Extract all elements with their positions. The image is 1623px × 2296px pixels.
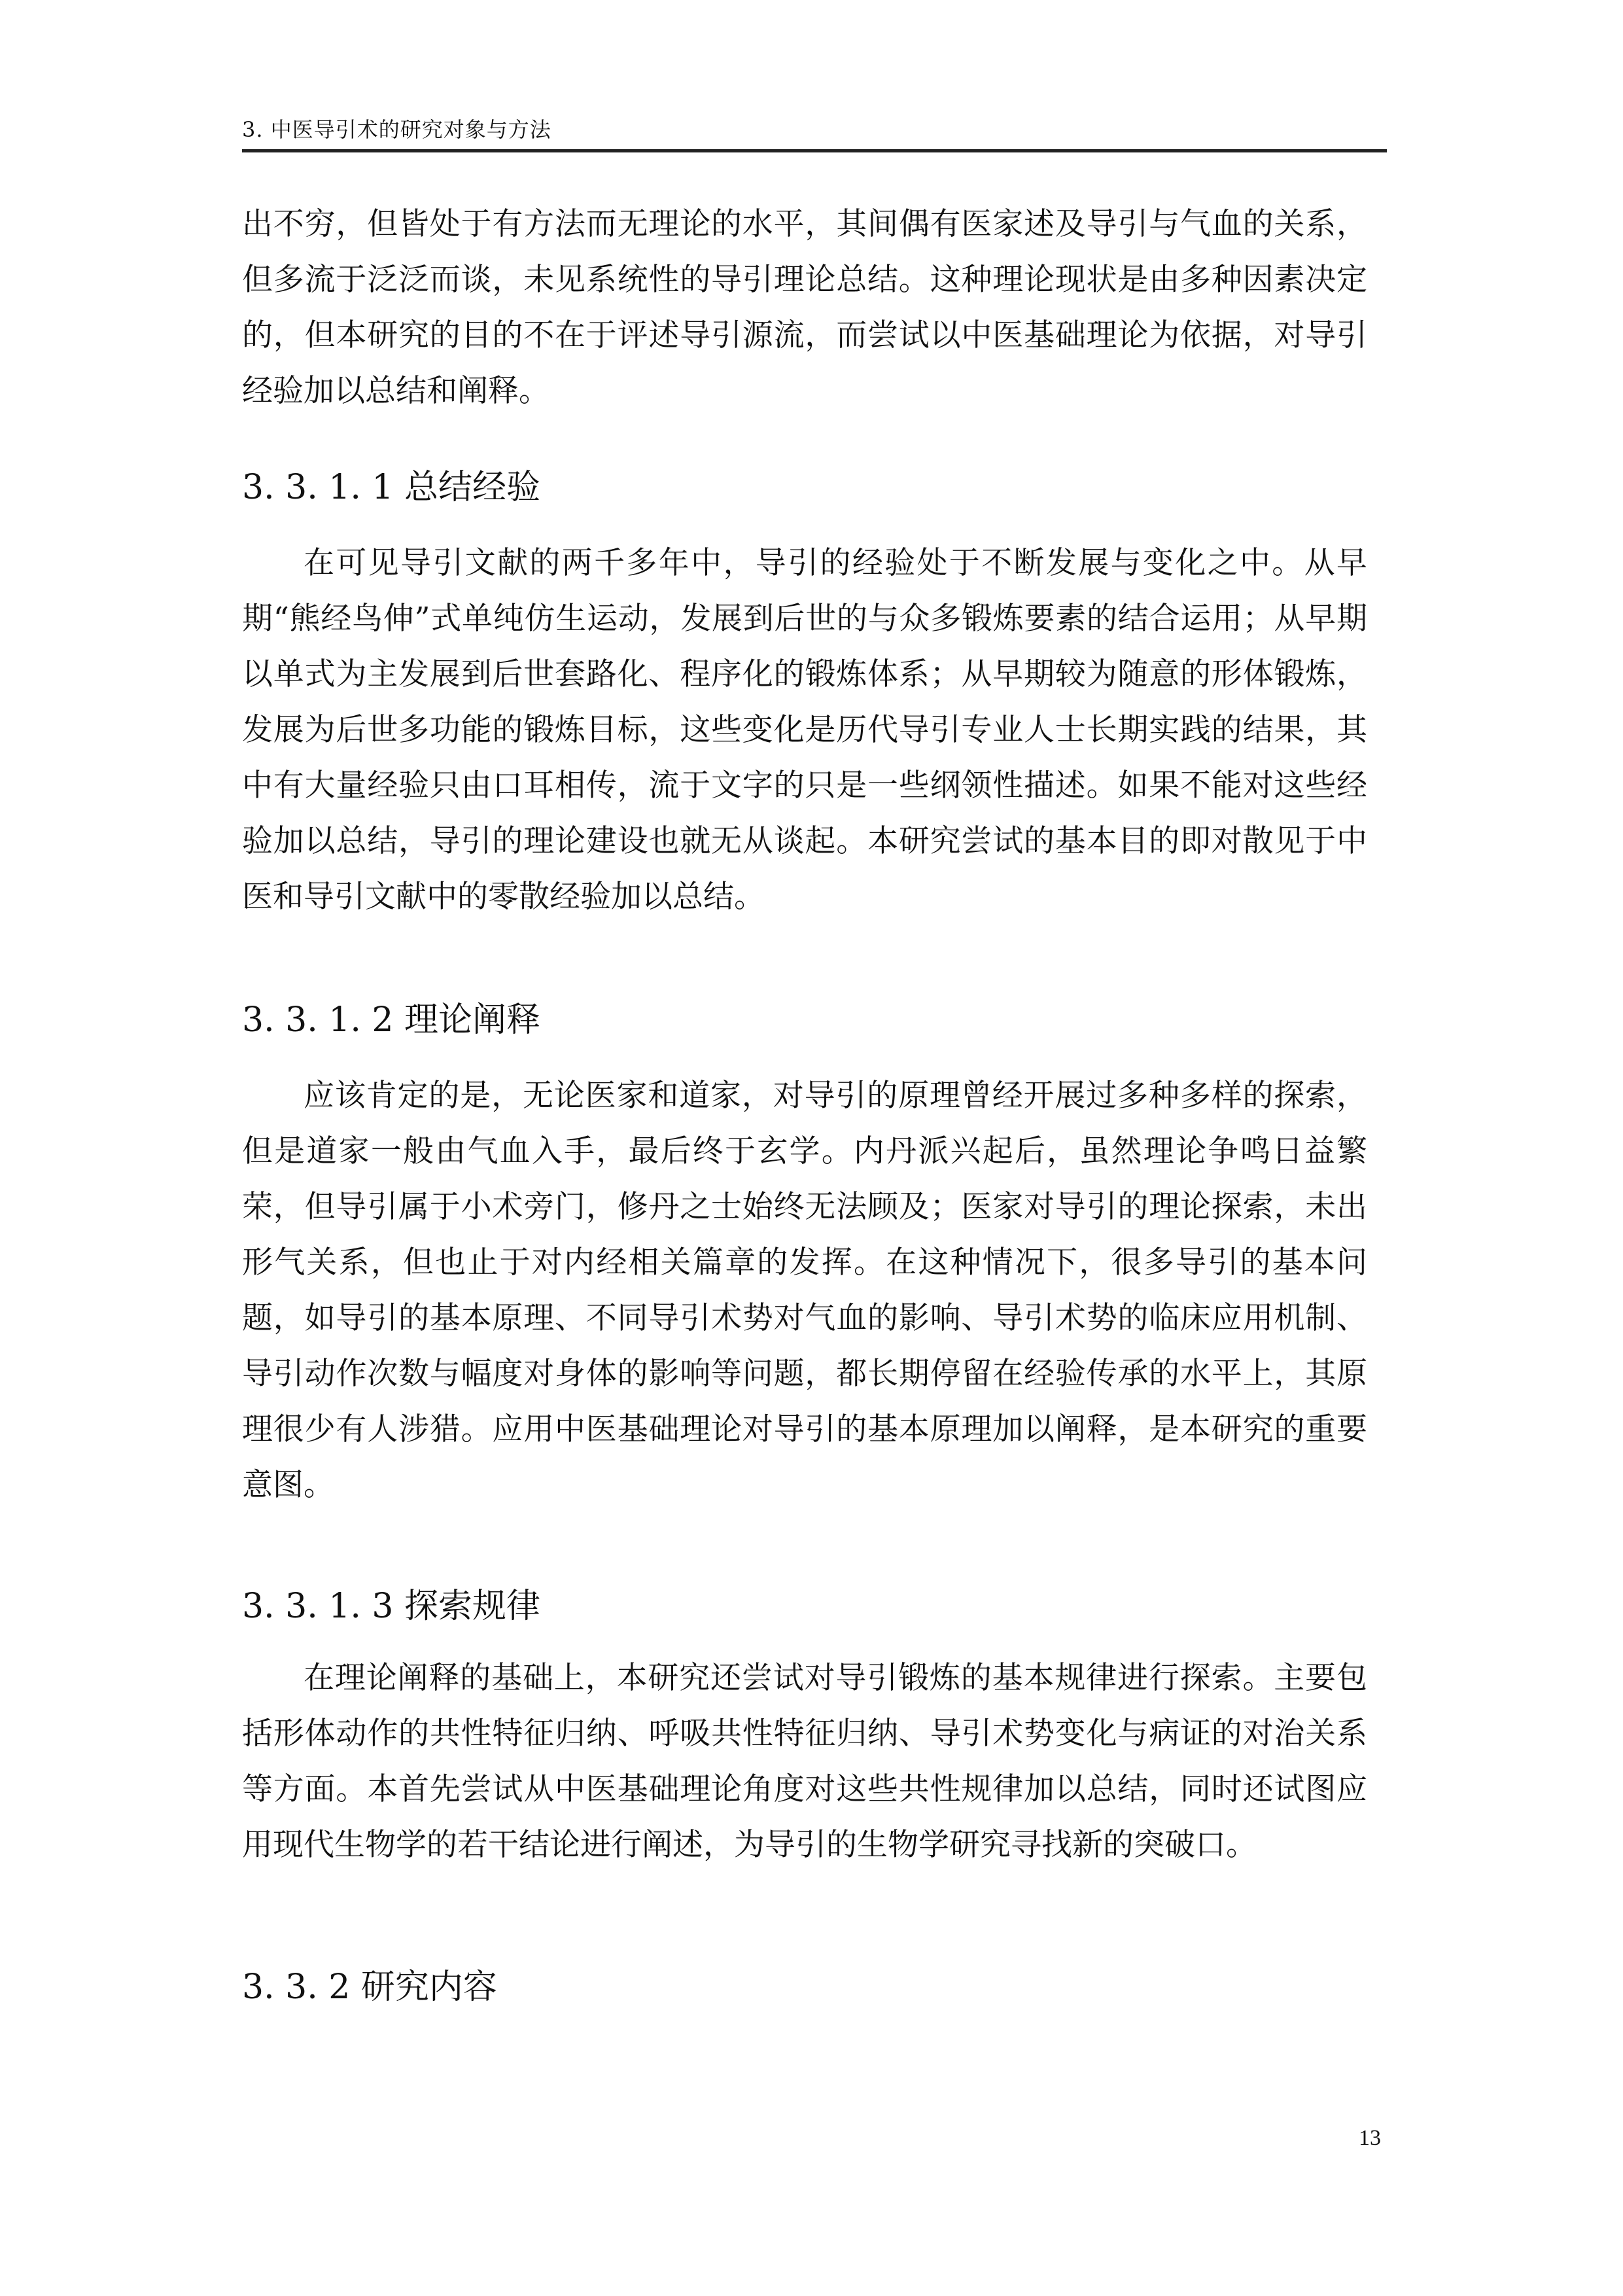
section-heading-3-3-2: 3. 3. 2 研究内容 [242, 1968, 497, 2007]
page-number: 13 [1359, 2126, 1381, 2150]
section-heading-3-3-1-3: 3. 3. 1. 3 探索规律 [242, 1587, 541, 1626]
section-heading-3-3-1-2: 3. 3. 1. 2 理论阐释 [242, 1000, 541, 1040]
intro-paragraph: 出不穷，但皆处于有方法而无理论的水平，其间偶有医家述及导引与气血的关系，但多流于泛泛而谈，未见系统性的导引理论总结。这种理论现状是由多种因素决定的，但本研究的目的不在于评述导引源流，而尝试以中医基础理论为依据，对导引经验加以总结和阐释。 [242, 206, 1367, 409]
section-3-3-1-3-paragraph: 在理论阐释的基础上，本研究还尝试对导引锻炼的基本规律进行探索。主要包括形体动作的共性特征归纳、呼吸共性特征归纳、导引术势变化与病证的对治关系等方面。本首先尝试从中医基础理论角度对这些共性规律加以总结，同时还试图应用现代生物学的若干结论进行阐述，为导引的生物学研究寻找新的突破口。 [242, 1660, 1367, 1863]
section-3-3-1-2-paragraph: 应该肯定的是，无论医家和道家，对导引的原理曾经开展过多种多样的探索，但是道家一般由气血入手，最后终于玄学。内丹派兴起后，虽然理论争鸣日益繁荣，但导引属于小术旁门，修丹之士始终无法顾及；医家对导引的理论探索，未出形气关系，但也止于对内经相关篇章的发挥。在这种情况下，很多导引的基本问题，如导引的基本原理、不同导引术势对气血的影响、导引术势的临床应用机制、导引动作次数与幅度对身体的影响等问题，都长期停留在经验传承的水平上，其原理很少有人涉猎。应用中医基础理论对导引的基本原理加以阐释，是本研究的重要意图。 [242, 1078, 1367, 1503]
section-heading-3-3-1-1: 3. 3. 1. 1 总结经验 [242, 468, 541, 507]
running-header [242, 111, 1387, 152]
running-header-title: 3. 中医导引术的研究对象与方法 [242, 117, 551, 142]
section-3-3-1-1-paragraph: 在可见导引文献的两千多年中，导引的经验处于不断发展与变化之中。从早期“熊经鸟伸”式单纯仿生运动，发展到后世的与众多锻炼要素的结合运用；从早期以单式为主发展到后世套路化、程序化的锻炼体系；从早期较为随意的形体锻炼，发展为后世多功能的锻炼目标，这些变化是历代导引专业人士长期实践的结果，其中有大量经验只由口耳相传，流于文字的只是一些纲领性描述。如果不能对这些经验加以总结，导引的理论建设也就无从谈起。本研究尝试的基本目的即对散见于中医和导引文献中的零散经验加以总结。 [242, 545, 1367, 915]
